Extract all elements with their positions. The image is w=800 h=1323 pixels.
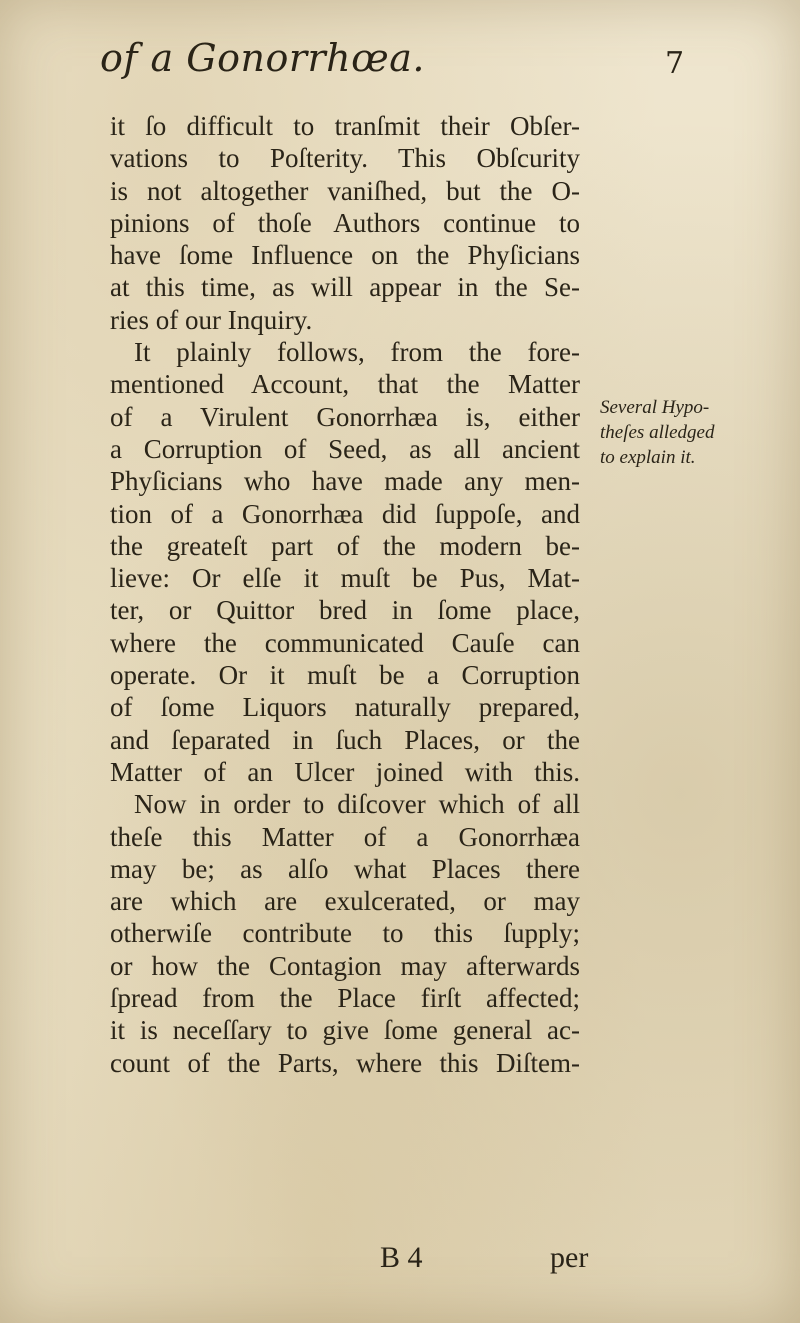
text-line: have ſome Influence on the Phyſicians xyxy=(110,240,580,271)
text-line: a Corruption of Seed, as all ancient xyxy=(110,433,580,464)
text-line: ſpread from the Place firſt affected; xyxy=(110,983,580,1014)
text-line: it is neceſſary to give ſome general ac- xyxy=(110,1015,580,1046)
text-line: may be; as alſo what Places there xyxy=(110,853,580,884)
text-line: count of the Parts, where this Diſtem- xyxy=(110,1047,580,1078)
text-line: is not altogether vaniſhed, but the O- xyxy=(110,175,580,206)
text-line: and ſeparated in ſuch Places, or the xyxy=(110,724,580,755)
text-line: tion of a Gonorrhæa did ſuppoſe, and xyxy=(110,498,580,529)
text-line: at this time, as will appear in the Se- xyxy=(110,272,580,303)
text-line: otherwiſe contribute to this ſupply; xyxy=(110,918,580,949)
text-line: theſe this Matter of a Gonorrhæa xyxy=(110,821,580,852)
text-line: Matter of an Ulcer joined with this. xyxy=(110,756,580,787)
text-line: or how the Contagion may afterwards xyxy=(110,950,580,981)
text-line: lieve: Or elſe it muſt be Pus, Mat- xyxy=(110,563,580,594)
text-line: are which are exulcerated, or may xyxy=(110,886,580,917)
text-line: ter, or Quittor bred in ſome place, xyxy=(110,595,580,626)
text-line: mentioned Account, that the Matter xyxy=(110,369,580,400)
page-footer xyxy=(0,1241,800,1281)
text-line: ries of our Inquiry. xyxy=(110,304,313,335)
margin-note-line: to explain it. xyxy=(600,447,696,468)
page-header xyxy=(0,36,800,96)
text-line: pinions of thoſe Authors continue to xyxy=(110,207,580,238)
page-number: 7 xyxy=(665,46,685,81)
text-line: Now in order to diſcover which of all xyxy=(134,789,580,820)
margin-note-line: Several Hypo- xyxy=(600,397,710,418)
text-line: of a Virulent Gonorrhæa is, either xyxy=(110,401,580,432)
margin-note xyxy=(600,395,800,470)
text-line: where the communicated Cauſe can xyxy=(110,627,580,658)
text-line: of ſome Liquors naturally prepared, xyxy=(110,692,580,723)
text-line: operate. Or it muſt be a Corruption xyxy=(110,660,580,691)
running-head: of a Gonorrhœa. xyxy=(100,36,425,80)
text-line: it ſo difficult to tranſmit their Obſer- xyxy=(110,111,580,141)
catchword: per xyxy=(550,1241,589,1274)
text-line: It plainly follows, from the fore- xyxy=(134,337,580,368)
text-line: vations to Poſterity. This Obſcurity xyxy=(110,143,580,174)
text-line: the greateſt part of the modern be- xyxy=(110,530,580,561)
body-text xyxy=(110,110,580,1079)
text-line: Phyſicians who have made any men- xyxy=(110,466,580,497)
signature-mark: B 4 xyxy=(380,1241,423,1274)
margin-note-line: theſes alledged xyxy=(600,422,715,443)
